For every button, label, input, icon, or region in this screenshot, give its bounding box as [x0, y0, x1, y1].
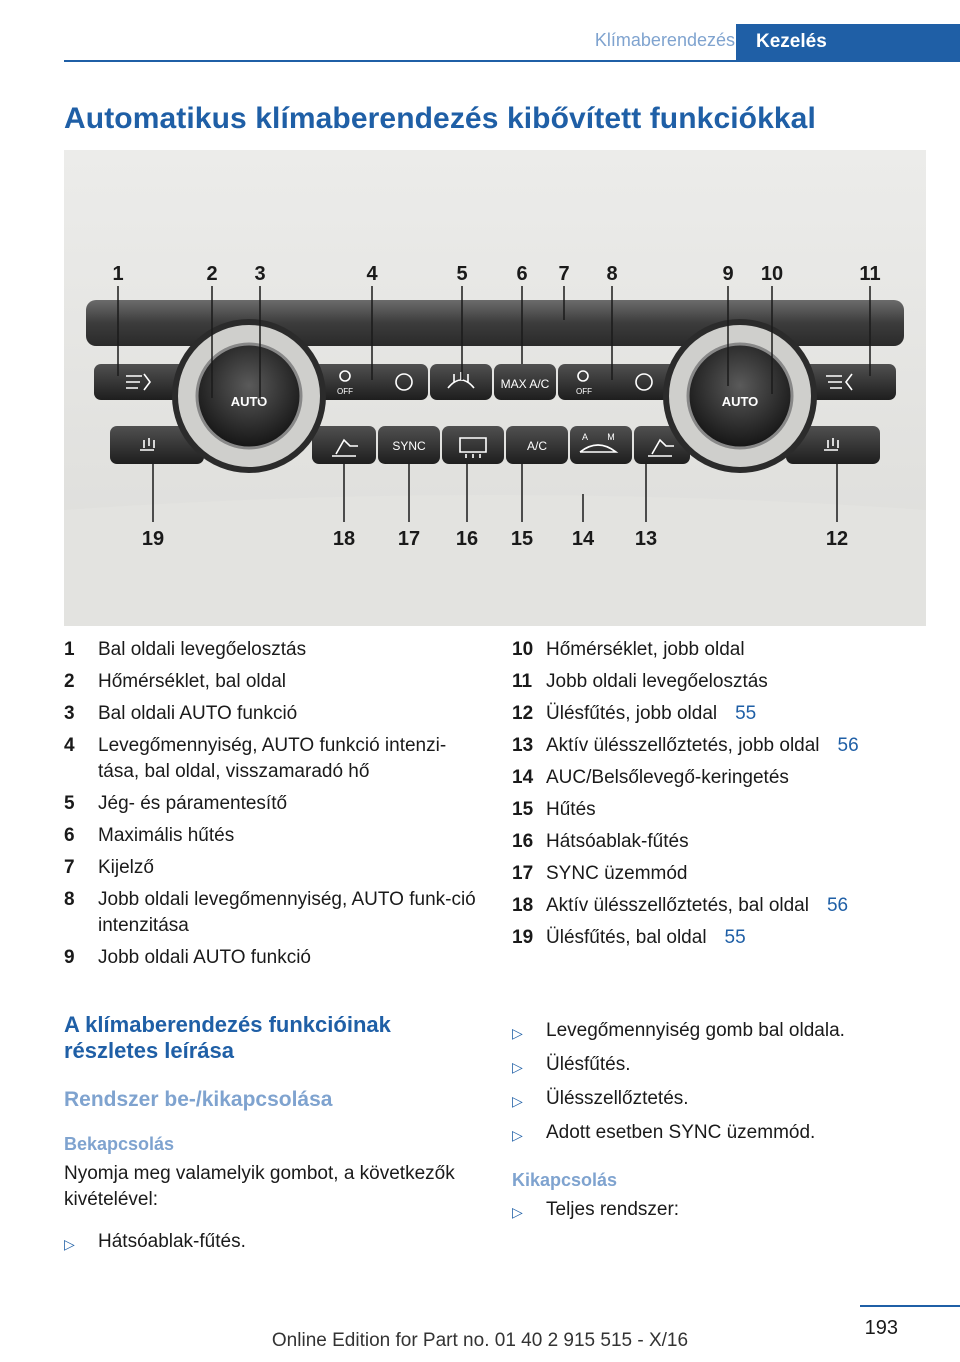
bullet-text: Ülésszellőztetés. [546, 1088, 689, 1109]
callout-number: 18 [332, 528, 356, 550]
subsection-heading: Rendszer be-/kikapcsolása [64, 1088, 333, 1111]
legend-item [64, 634, 484, 666]
legend-text [98, 634, 484, 666]
legend-label: Hűtés [546, 799, 596, 820]
legend-text [546, 634, 932, 666]
legend-number: 8 [64, 889, 75, 910]
legend-number: 16 [512, 831, 534, 852]
switch-on-bullets-right [512, 1018, 932, 1148]
callout-number: 6 [516, 263, 528, 285]
switch-on-heading: Bekapcsolás [64, 1134, 175, 1154]
legend-number: 15 [512, 799, 534, 820]
legend-item [512, 762, 932, 794]
legend-number: 12 [512, 703, 534, 724]
legend-left-column [64, 634, 484, 974]
legend-text [98, 942, 484, 974]
legend-right-column [512, 634, 932, 954]
footer-rule [860, 1305, 960, 1307]
legend-text [546, 666, 932, 698]
rear-defrost-button [442, 426, 504, 464]
legend-text [546, 858, 932, 890]
left-seat-vent-button [312, 426, 376, 464]
body-right-column [512, 1012, 932, 1225]
legend-number: 10 [512, 639, 534, 660]
page-reference-link[interactable]: 55 [735, 703, 757, 724]
bullet-text: Teljes rendszer: [546, 1199, 680, 1220]
switch-off-heading: Kikapcsolás [512, 1170, 618, 1190]
bullet-text: Hátsóablak-fűtés. [98, 1231, 246, 1252]
max-ac-label: MAX A/C [500, 377, 550, 391]
page-title: Automatikus klímaberendezés kibővített funkciókkal [64, 102, 816, 135]
legend-text [546, 730, 932, 762]
bullet-text: Ülésfűtés. [546, 1054, 631, 1075]
bullet-triangle-icon: ▷ [512, 1093, 523, 1109]
legend-text [98, 730, 484, 788]
callout-number: 3 [254, 263, 266, 285]
callout-number: 4 [366, 263, 378, 285]
legend-item [64, 730, 484, 788]
legend-item [512, 698, 932, 730]
legend-label: Ülésfűtés, bal oldal [546, 927, 707, 948]
legend-item [512, 858, 932, 890]
switch-off-bullets [512, 1197, 932, 1225]
callout-number: 10 [760, 263, 784, 285]
callout-number: 7 [558, 263, 570, 285]
header-section: Klímaberendezés [594, 30, 735, 50]
legend-text [546, 794, 932, 826]
legend-text [546, 826, 932, 858]
left-fan-off-label: OFF [337, 387, 353, 396]
legend-item [64, 820, 484, 852]
page-reference-link[interactable]: 56 [826, 895, 849, 916]
legend-text [98, 820, 484, 852]
callout-number: 17 [397, 528, 421, 550]
legend-label: Ülésfűtés, jobb oldal [546, 703, 718, 724]
legend-item [64, 788, 484, 820]
callout-number: 11 [859, 263, 881, 285]
legend-number: 17 [512, 863, 534, 884]
legend-number: 18 [512, 895, 534, 916]
bullet-text: Adott esetben SYNC üzemmód. [546, 1122, 816, 1143]
climate-panel-illustration [64, 150, 926, 626]
right-auto-label: AUTO [721, 394, 759, 409]
legend-label: Jobb oldali levegőmennyiség, AUTO funk-ció intenzitása [98, 889, 476, 936]
page-header [64, 24, 960, 62]
legend-item [512, 666, 932, 698]
footer-edition: Online Edition for Part no. 01 40 2 915 515 - X/16 [271, 1330, 689, 1351]
legend-label: Jobb oldali AUTO funkció [98, 947, 311, 968]
legend-text [98, 788, 484, 820]
legend-label: Aktív ülésszellőztetés, jobb oldal [546, 735, 820, 756]
legend-item [512, 730, 932, 762]
legend-number: 7 [64, 857, 75, 878]
left-auto-label: AUTO [230, 394, 268, 409]
bullet-triangle-icon: ▷ [512, 1127, 523, 1143]
legend-label: Maximális hűtés [98, 825, 235, 846]
legend-label: Hőmérséklet, bal oldal [98, 671, 286, 692]
page-reference-link[interactable]: 55 [724, 927, 746, 948]
callout-number: 16 [455, 528, 479, 550]
legend-number: 1 [64, 639, 75, 660]
legend-text [546, 890, 932, 922]
bullet-triangle-icon: ▷ [512, 1204, 523, 1220]
legend-label: Hátsóablak-fűtés [546, 831, 689, 852]
legend-text [98, 698, 484, 730]
legend-label: Bal oldali AUTO funkció [98, 703, 298, 724]
switch-on-bullets-left [64, 1229, 484, 1257]
legend-label: Jobb oldali levegőelosztás [546, 671, 768, 692]
callout-number: 13 [634, 528, 658, 550]
legend-item [64, 666, 484, 698]
body-left-column [64, 1012, 484, 1257]
legend-label: Jég- és páramentesítő [98, 793, 288, 814]
legend-item [512, 826, 932, 858]
legend-text [546, 922, 932, 954]
bullet-item [512, 1052, 932, 1080]
legend-number: 11 [512, 671, 533, 692]
legend-number: 3 [64, 703, 75, 724]
header-chapter-tab: Kezelés [736, 24, 960, 62]
legend-item [64, 698, 484, 730]
defrost-button [430, 364, 492, 400]
section-heading: A klímaberendezés funkcióinak részletes leírása [64, 1012, 391, 1063]
legend-number: 6 [64, 825, 75, 846]
legend-item [512, 922, 932, 954]
legend-number: 5 [64, 793, 75, 814]
callout-number: 15 [510, 528, 534, 550]
lower-trim [64, 495, 926, 626]
page-reference-link[interactable]: 56 [837, 735, 859, 756]
legend-number: 4 [64, 735, 75, 756]
legend-text [546, 762, 932, 794]
callout-number: 1 [112, 263, 124, 285]
switch-on-text: Nyomja meg valamelyik gombot, a következők kivételével: [64, 1163, 455, 1210]
callout-number: 5 [456, 263, 468, 285]
legend-label: Aktív ülésszellőztetés, bal oldal [546, 895, 809, 916]
legend-number: 9 [64, 947, 75, 968]
callout-number: 9 [722, 263, 734, 285]
legend-item [512, 794, 932, 826]
callout-number: 19 [141, 528, 165, 550]
sync-label: SYNC [392, 439, 426, 453]
legend-number: 2 [64, 671, 75, 692]
bullet-triangle-icon: ▷ [512, 1059, 523, 1075]
legend-text [98, 884, 484, 942]
auc-a-label: A [581, 432, 589, 442]
right-fan-off-label: OFF [576, 387, 592, 396]
legend-text [98, 852, 484, 884]
legend-label: SYNC üzemmód [546, 863, 688, 884]
legend-number: 19 [512, 927, 534, 948]
bullet-item [512, 1120, 932, 1148]
left-fan-button [308, 364, 428, 400]
auc-m-label: M [607, 432, 615, 442]
legend-label: Kijelző [98, 857, 154, 878]
legend-label: Bal oldali levegőelosztás [98, 639, 307, 660]
legend-number: 14 [512, 767, 534, 788]
bullet-item [512, 1018, 932, 1046]
legend-number: 13 [512, 735, 534, 756]
bullet-item [64, 1229, 484, 1257]
legend-item [512, 890, 932, 922]
climate-panel-figure [64, 150, 926, 626]
legend-label: AUC/Belsőlevegő-keringetés [546, 767, 789, 788]
bullet-text: Levegőmennyiség gomb bal oldala. [546, 1020, 845, 1041]
legend-text [546, 698, 932, 730]
bullet-item [512, 1197, 932, 1225]
legend-label: Hőmérséklet, jobb oldal [546, 639, 745, 660]
bullet-item [512, 1086, 932, 1114]
callout-number: 8 [606, 263, 618, 285]
bullet-triangle-icon: ▷ [512, 1025, 523, 1041]
ac-label: A/C [526, 439, 548, 453]
legend-text [98, 666, 484, 698]
legend-item [64, 942, 484, 974]
callout-number: 2 [206, 263, 218, 285]
legend-item [512, 634, 932, 666]
bullet-triangle-icon: ▷ [64, 1236, 75, 1252]
legend-item [64, 852, 484, 884]
callout-number: 12 [825, 528, 849, 550]
page-number: 193 [864, 1317, 898, 1339]
callout-number: 14 [571, 528, 595, 550]
legend-item [64, 884, 484, 942]
legend-label: Levegőmennyiség, AUTO funkció intenzi-tása, bal oldal, visszamaradó hő [98, 735, 447, 782]
